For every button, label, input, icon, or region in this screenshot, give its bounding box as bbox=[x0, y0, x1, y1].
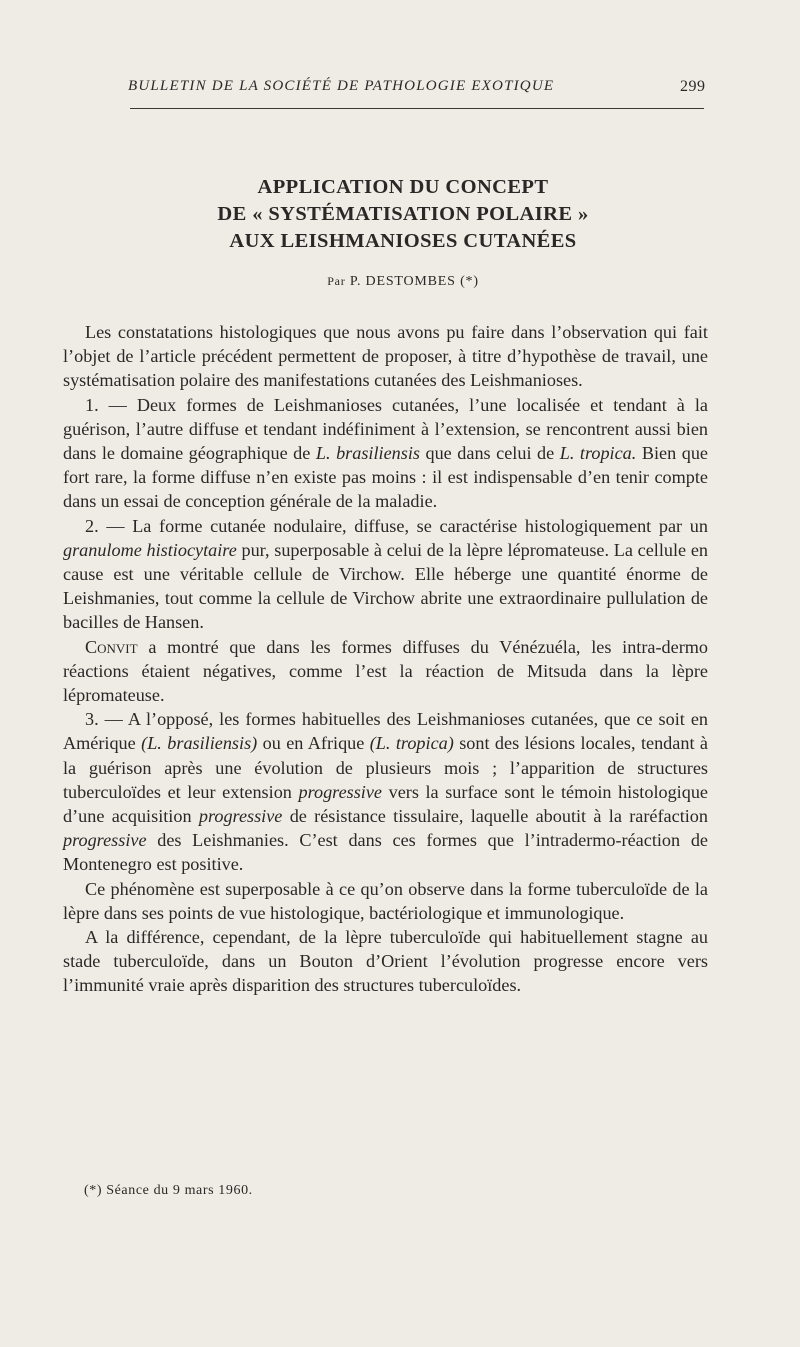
journal-title: BULLETIN DE LA SOCIÉTÉ DE PATHOLOGIE EXOTIQUE bbox=[128, 78, 555, 94]
title-line-3: AUX LEISHMANIOSES CUTANÉES bbox=[229, 230, 577, 252]
footnote: (*) Séance du 9 mars 1960. bbox=[84, 1183, 253, 1198]
paragraph-3: 2. — La forme cutanée nodulaire, diffuse, se caractérise histologiquement par un granulome histiocytaire pur, superposable à celui de la lèpre lépromateuse. La cellule en cause est une véritable cellule de Virchow. Elle héberge une quantité énorme de Leishmanies, tout comme la cellule de Virchow abrite une extraordinaire pullulation de bacilles de Hansen. bbox=[63, 515, 708, 633]
article-title bbox=[60, 174, 746, 255]
paragraph-1: Les constatations histologiques que nous avons pu faire dans l’observation qui fait l’objet de l’article précédent permettent de proposer, à titre d’hypothèse de travail, une systématisation polaire des manifestations cutanées des Leishmanioses. bbox=[63, 322, 708, 391]
title-line-1: APPLICATION DU CONCEPT bbox=[257, 176, 549, 198]
author-note-mark: (*) bbox=[460, 274, 479, 289]
paragraph-6: Ce phénomène est superposable à ce qu’on observe dans la forme tuberculoïde de la lèpre dans ses points de vue histologique, bactériologique et immunologique. bbox=[63, 878, 708, 923]
author-name: P. DESTOMBES bbox=[349, 274, 456, 289]
paragraph-2: 1. — Deux formes de Leishmanioses cutanées, l’une localisée et tendant à la guérison, l’autre diffuse et tendant indéfiniment à l’extension, se rencontrent aussi bien dans le domaine géographique de L. brasiliensis que dans celui de L. tropica. Bien que fort rare, la forme diffuse n’en existe pas moins : il est indispensable d’en tenir compte dans un essai de conception générale de la maladie. bbox=[63, 394, 708, 512]
article-body bbox=[63, 320, 708, 998]
author-reference: Convit bbox=[85, 636, 138, 657]
title-line-2: DE « SYSTÉMATISATION POLAIRE » bbox=[217, 203, 589, 225]
paragraph-4: Convit a montré que dans les formes diffuses du Vénézuéla, les intra-dermo réactions étaient négatives, comme l’est la réaction de Mitsuda dans la lèpre lépromateuse. bbox=[63, 636, 708, 706]
header-rule bbox=[130, 108, 704, 109]
paragraph-5: 3. — A l’opposé, les formes habituelles des Leishmanioses cutanées, que ce soit en Amérique (L. brasiliensis) ou en Afrique (L. tropica) sont des lésions locales, tendant à la guérison après une évolution de plusieurs mois ; l’apparition de structures tuberculoïdes et leur extension progressive vers la surface sont le témoin histologique d’une acquisition progressive de résistance tissulaire, laquelle aboutit à la raréfaction progressive des Leishmanies. C’est dans ces formes que l’intradermo-réaction de Montenegro est positive. bbox=[63, 709, 708, 875]
paragraph-7: A la différence, cependant, de la lèpre tuberculoïde qui habituellement stagne au stade tuberculoïde, dans un Bouton d’Orient l’évolution progresse encore vers l’immunité vraie après disparition des structures tuberculoïdes. bbox=[63, 927, 708, 996]
byline-prefix: Par bbox=[327, 274, 346, 288]
byline bbox=[60, 274, 746, 290]
running-head bbox=[0, 78, 800, 108]
page-number: 299 bbox=[680, 78, 706, 95]
